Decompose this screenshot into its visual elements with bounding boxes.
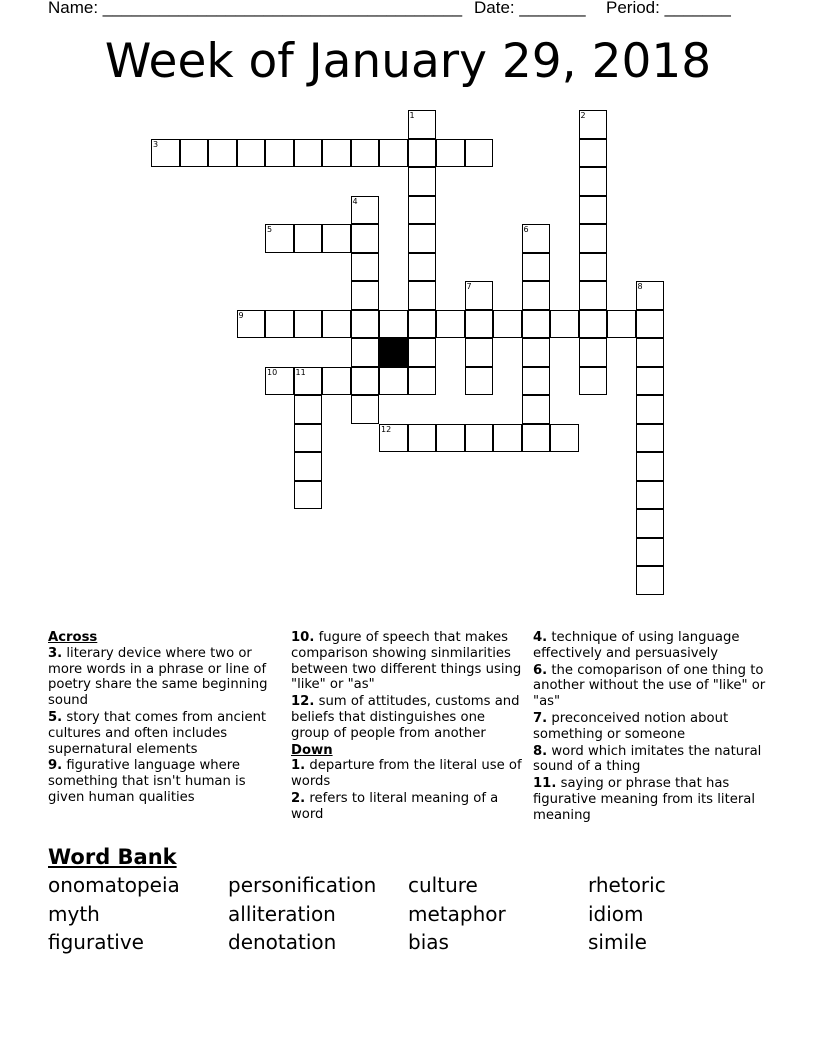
crossword-cell[interactable] <box>436 310 465 339</box>
clue-number: 4. <box>533 630 548 645</box>
clue-number: 1. <box>291 758 306 774</box>
crossword-cell[interactable] <box>408 424 437 453</box>
crossword-cell[interactable] <box>579 224 608 253</box>
crossword-cell[interactable] <box>493 310 522 339</box>
crossword-cell[interactable] <box>607 310 636 339</box>
clue-text: technique of using language effectively and persuasively <box>533 630 740 661</box>
crossword-cell[interactable] <box>636 509 665 538</box>
crossword-cell[interactable] <box>465 281 494 310</box>
crossword-cell[interactable] <box>522 281 551 310</box>
word-bank-item: metaphor <box>408 902 506 926</box>
clue-number: 5 <box>267 225 273 234</box>
clue-number: 12 <box>381 424 392 434</box>
crossword-cell[interactable] <box>550 424 579 453</box>
crossword-cell[interactable] <box>636 566 665 595</box>
word-bank-title: Word Bank <box>48 845 177 869</box>
crossword-cell[interactable] <box>351 395 380 424</box>
crossword-cell[interactable] <box>522 424 551 453</box>
word-bank-item: culture <box>408 873 478 897</box>
crossword-cell[interactable] <box>522 338 551 367</box>
crossword-cell[interactable] <box>322 139 351 168</box>
crossword-cell[interactable] <box>436 424 465 453</box>
period-field[interactable]: Period: _______ <box>606 0 731 17</box>
clue-number: 1 <box>409 111 415 120</box>
crossword-cell[interactable] <box>408 110 437 139</box>
clue-number: 8 <box>637 282 643 291</box>
crossword-cell[interactable] <box>522 224 551 253</box>
crossword-cell[interactable] <box>522 310 551 339</box>
word-bank-item: simile <box>588 930 647 954</box>
clue <box>533 776 769 823</box>
clue <box>48 646 284 709</box>
clue <box>48 758 284 805</box>
word-bank-item: figurative <box>48 930 144 954</box>
crossword-cell[interactable] <box>636 424 665 453</box>
clue-text: fugure of speech that makes comparison showing sinmilarities between two different things using "like" or "as" <box>291 630 522 693</box>
crossword-cell[interactable] <box>408 367 437 396</box>
crossword-cell[interactable] <box>408 253 437 282</box>
word-bank-item: personification <box>228 873 377 897</box>
clue-number: 3 <box>153 139 159 149</box>
crossword-cell[interactable] <box>579 281 608 310</box>
crossword-cell[interactable] <box>322 224 351 253</box>
clue <box>533 711 769 743</box>
clue-number: 9 <box>238 310 244 320</box>
crossword-cell[interactable] <box>408 224 437 253</box>
crossword-cell[interactable] <box>237 310 266 339</box>
crossword-cell[interactable] <box>294 367 323 396</box>
clue-number: 3. <box>48 645 63 661</box>
crossword-cell[interactable] <box>408 196 437 225</box>
clue-number: 7 <box>466 282 472 291</box>
clue-number: 7. <box>533 710 548 726</box>
clue <box>533 744 769 776</box>
clue-text: figurative language where something that isn't human is given human qualities <box>48 758 246 805</box>
crossword-cell[interactable] <box>579 367 608 396</box>
crossword-cell[interactable] <box>351 224 380 253</box>
crossword-cell[interactable] <box>351 338 380 367</box>
crossword-cell[interactable] <box>465 338 494 367</box>
crossword-cell[interactable] <box>379 310 408 339</box>
crossword-cell[interactable] <box>579 338 608 367</box>
crossword-cell[interactable] <box>151 139 180 168</box>
crossword-cell[interactable] <box>408 281 437 310</box>
word-bank-item: denotation <box>228 930 337 954</box>
crossword-cell[interactable] <box>379 367 408 396</box>
page-title: Week of January 29, 2018 <box>104 34 712 89</box>
word-bank-item: idiom <box>588 902 644 926</box>
crossword-cell[interactable] <box>465 367 494 396</box>
crossword-cell[interactable] <box>322 367 351 396</box>
clue-text: departure from the literal use of words <box>291 758 522 790</box>
clue <box>533 663 769 710</box>
crossword-cell[interactable] <box>579 167 608 196</box>
clue <box>291 758 527 790</box>
word-bank-item: bias <box>408 930 449 954</box>
clue-number: 11. <box>533 776 557 792</box>
crossword-cell[interactable] <box>408 338 437 367</box>
crossword-cell[interactable] <box>351 310 380 339</box>
crossword-cell[interactable] <box>379 424 408 453</box>
clues-col-3 <box>533 630 769 825</box>
crossword-cell[interactable] <box>351 139 380 168</box>
clue-text: saying or phrase that has figurative meaning from its literal meaning <box>533 776 756 823</box>
crossword-cell[interactable] <box>351 253 380 282</box>
date-field[interactable]: Date: _______ <box>474 0 586 17</box>
word-bank-item: onomatopeia <box>48 873 180 897</box>
clue-text: preconceived notion about something or someone <box>533 710 729 742</box>
crossword-cell[interactable] <box>465 424 494 453</box>
clue <box>533 630 769 662</box>
crossword-cell[interactable] <box>265 367 294 396</box>
word-bank-item: rhetoric <box>588 873 666 897</box>
crossword-cell[interactable] <box>351 281 380 310</box>
clue-number: 10 <box>267 367 278 377</box>
clue-text: sum of attitudes, customs and beliefs that distinguishes one group of people from another <box>291 694 520 741</box>
crossword-cell[interactable] <box>294 139 323 168</box>
clue-number: 6. <box>533 662 548 678</box>
clue <box>291 791 527 823</box>
crossword-cell[interactable] <box>522 253 551 282</box>
crossword-cell[interactable] <box>636 281 665 310</box>
clue-text: the comoparison of one thing to another without the use of "like" or "as" <box>533 662 766 710</box>
crossword-cell[interactable] <box>579 253 608 282</box>
clue-number: 8. <box>533 743 548 759</box>
name-field[interactable]: Name: ______________________________________ <box>48 0 463 17</box>
crossword-cell[interactable] <box>180 139 209 168</box>
clues-col-1 <box>48 630 284 807</box>
word-bank-item: myth <box>48 902 100 926</box>
crossword-cell[interactable] <box>294 224 323 253</box>
crossword-cell[interactable] <box>294 452 323 481</box>
black-cell <box>379 338 408 367</box>
crossword-cell[interactable] <box>294 395 323 424</box>
crossword-cell[interactable] <box>237 139 266 168</box>
crossword-cell[interactable] <box>465 139 494 168</box>
across-heading: Across <box>48 630 98 645</box>
clue-text: literary device where two or more words in a phrase or line of poetry share the same beginning sound <box>48 645 268 709</box>
clue <box>291 630 527 693</box>
crossword-cell[interactable] <box>522 367 551 396</box>
crossword-cell[interactable] <box>636 481 665 510</box>
clue-number: 2 <box>580 111 586 120</box>
crossword-cell[interactable] <box>322 310 351 339</box>
crossword-cell[interactable] <box>408 139 437 168</box>
clue-number: 2. <box>291 790 306 806</box>
crossword-cell[interactable] <box>636 338 665 367</box>
crossword-cell[interactable] <box>579 196 608 225</box>
crossword-cell[interactable] <box>579 139 608 168</box>
crossword-cell[interactable] <box>294 424 323 453</box>
crossword-cell[interactable] <box>636 452 665 481</box>
clue <box>291 694 527 741</box>
crossword-cell[interactable] <box>636 395 665 424</box>
clue-text: refers to literal meaning of a word <box>291 790 499 822</box>
clue-number: 9. <box>48 758 63 774</box>
crossword-cell[interactable] <box>351 367 380 396</box>
clue-text: story that comes from ancient cultures and often includes supernatural elements <box>48 709 267 757</box>
crossword-cell[interactable] <box>493 424 522 453</box>
crossword-cell[interactable] <box>465 310 494 339</box>
crossword-cell[interactable] <box>265 139 294 168</box>
crossword-cell[interactable] <box>579 310 608 339</box>
crossword-cell[interactable] <box>208 139 237 168</box>
crossword-cell[interactable] <box>351 196 380 225</box>
crossword-cell[interactable] <box>522 395 551 424</box>
crossword-cell[interactable] <box>379 139 408 168</box>
crossword-cell[interactable] <box>636 310 665 339</box>
crossword-cell[interactable] <box>265 224 294 253</box>
clues-col-2 <box>291 630 527 824</box>
crossword-cell[interactable] <box>550 310 579 339</box>
crossword-cell[interactable] <box>408 167 437 196</box>
crossword-cell[interactable] <box>636 538 665 567</box>
word-bank-item: alliteration <box>228 902 336 926</box>
crossword-cell[interactable] <box>294 481 323 510</box>
crossword-cell[interactable] <box>636 367 665 396</box>
crossword-cell[interactable] <box>294 310 323 339</box>
crossword-cell[interactable] <box>408 310 437 339</box>
clue-number: 10. <box>291 630 315 645</box>
clue-number: 5. <box>48 709 63 725</box>
clue <box>48 710 284 757</box>
clue-number: 11 <box>295 367 306 377</box>
crossword-cell[interactable] <box>436 139 465 168</box>
clue-number: 6 <box>523 225 529 234</box>
clue-number: 4 <box>352 196 358 206</box>
crossword-cell[interactable] <box>579 110 608 139</box>
down-heading: Down <box>291 742 333 758</box>
clue-number: 12. <box>291 694 315 710</box>
clue-text: word which imitates the natural sound of a thing <box>533 743 762 775</box>
crossword-cell[interactable] <box>265 310 294 339</box>
